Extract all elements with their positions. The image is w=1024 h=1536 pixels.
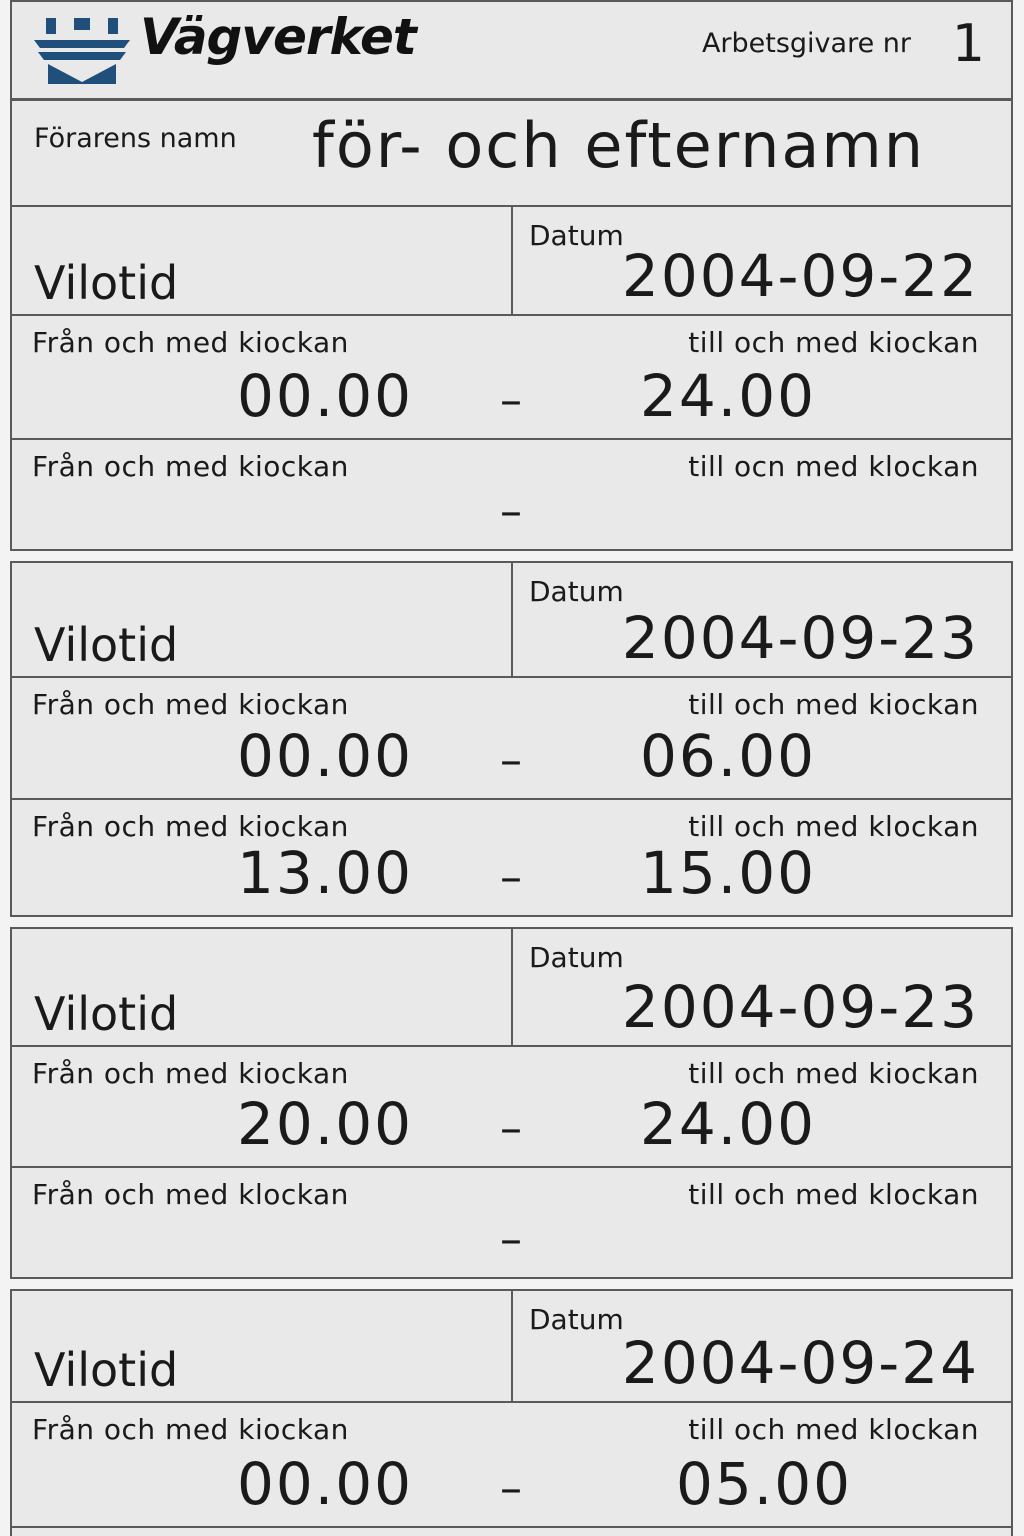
- rest-title-row: [12, 207, 1011, 314]
- rest-section-1: [10, 205, 1013, 551]
- from-label: Från och med kiockan: [32, 326, 349, 359]
- date-label: Datum: [529, 1303, 624, 1336]
- time-period-row: [12, 676, 1011, 798]
- date-label: Datum: [529, 941, 624, 974]
- rest-title-row: [12, 1291, 1011, 1401]
- date-label: Datum: [529, 575, 624, 608]
- time-period-row-cut: [12, 1526, 1011, 1536]
- rest-section-2: [10, 561, 1013, 917]
- rest-title: Vilotid: [34, 987, 179, 1041]
- date-cell: [511, 207, 1011, 314]
- rest-title: Vilotid: [34, 618, 179, 672]
- to-time-field[interactable]: 06.00: [640, 722, 817, 790]
- to-label: till ocn med klockan: [688, 450, 979, 483]
- date-field[interactable]: 2004-09-23: [621, 604, 979, 672]
- from-label: Från och med kiockan: [32, 1057, 349, 1090]
- rest-section-3: [10, 927, 1013, 1279]
- time-period-row: [12, 438, 1011, 549]
- driver-name-field[interactable]: för- och efternamn: [312, 109, 926, 182]
- to-label: till och med klockan: [688, 1413, 979, 1446]
- range-dash: –: [500, 735, 522, 786]
- from-label: Från och med kiockan: [32, 1413, 349, 1446]
- rest-section-4: [10, 1289, 1013, 1536]
- to-label: till och med kiockan: [688, 688, 979, 721]
- range-dash: –: [500, 1214, 522, 1265]
- employer-label: Arbetsgivare nr: [701, 28, 911, 59]
- brand-name: Vägverket: [140, 8, 416, 66]
- from-time-field[interactable]: 20.00: [236, 1090, 413, 1158]
- date-field[interactable]: 2004-09-24: [621, 1329, 979, 1397]
- to-time-field[interactable]: 05.00: [676, 1450, 853, 1518]
- to-label: till och med kiockan: [688, 326, 979, 359]
- from-label: Från och med kiockan: [32, 810, 349, 843]
- from-label: Från och med kiockan: [32, 688, 349, 721]
- date-field[interactable]: 2004-09-23: [621, 973, 979, 1041]
- driver-name-label: Förarens namn: [34, 123, 237, 154]
- to-time-field[interactable]: 24.00: [640, 1090, 817, 1158]
- date-cell: [511, 929, 1011, 1045]
- range-dash: –: [500, 1103, 522, 1154]
- time-period-row: [12, 314, 1011, 438]
- rest-title-row: [12, 563, 1011, 676]
- to-time-field[interactable]: 15.00: [640, 839, 817, 907]
- employer-number[interactable]: 1: [951, 14, 985, 74]
- time-period-row: [12, 798, 1011, 915]
- to-label: till och med klockan: [688, 1178, 979, 1211]
- from-time-field[interactable]: 00.00: [236, 722, 413, 790]
- time-period-row: [12, 1166, 1011, 1277]
- time-period-row: [12, 1045, 1011, 1166]
- date-field[interactable]: 2004-09-22: [621, 242, 979, 310]
- from-time-field[interactable]: 00.00: [236, 362, 413, 430]
- from-label: Från och med klockan: [32, 1178, 349, 1211]
- to-label: till och med klockan: [688, 810, 979, 843]
- to-label: till och med kiockan: [688, 1057, 979, 1090]
- driver-name-row: [10, 99, 1013, 207]
- range-dash: –: [500, 375, 522, 426]
- range-dash: –: [500, 1463, 522, 1514]
- to-time-field[interactable]: 24.00: [640, 362, 817, 430]
- time-period-row: [12, 1401, 1011, 1526]
- rest-title: Vilotid: [34, 1343, 179, 1397]
- rest-title-row: [12, 929, 1011, 1045]
- date-label: Datum: [529, 219, 624, 252]
- header: [10, 0, 1013, 100]
- date-cell: [511, 563, 1011, 676]
- from-time-field[interactable]: 00.00: [236, 1450, 413, 1518]
- vagverket-logo-icon: [34, 16, 130, 86]
- range-dash: –: [500, 852, 522, 903]
- from-time-field[interactable]: 13.00: [236, 839, 413, 907]
- range-dash: –: [500, 486, 522, 537]
- from-label: Från och med kiockan: [32, 450, 349, 483]
- rest-title: Vilotid: [34, 256, 179, 310]
- date-cell: [511, 1291, 1011, 1401]
